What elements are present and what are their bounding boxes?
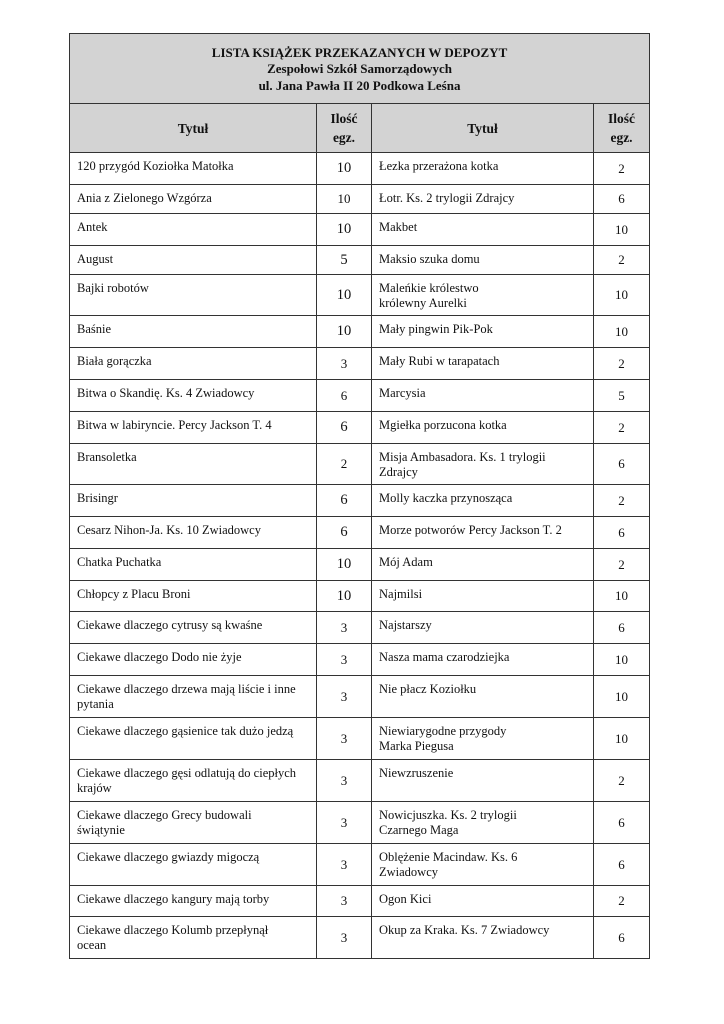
count-header-line-2: egz. [332, 130, 356, 145]
column-header-count-right [594, 104, 650, 153]
book-count-right: 6 [594, 844, 650, 886]
book-title-right: Łotr. Ks. 2 trylogii Zdrajcy [372, 185, 594, 214]
book-title-right: Makbet [372, 214, 594, 246]
book-title-left: Antek [70, 214, 317, 246]
book-count-right: 10 [594, 316, 650, 348]
table-row [70, 549, 650, 581]
book-count-left: 10 [317, 153, 372, 185]
book-count-right: 6 [594, 917, 650, 959]
table-row [70, 676, 650, 718]
table-row [70, 718, 650, 760]
book-count-left: 3 [317, 644, 372, 676]
book-count-right: 10 [594, 644, 650, 676]
book-title-left: Bajki robotów [70, 275, 317, 316]
book-title-left: Ciekawe dlaczego gęsi odlatują do ciepłych krajów [70, 760, 317, 802]
book-count-right: 2 [594, 485, 650, 517]
table-row [70, 886, 650, 917]
book-title-left: Bransoletka [70, 444, 317, 485]
book-title-left: Brisingr [70, 485, 317, 517]
table-row [70, 485, 650, 517]
book-count-left: 10 [317, 214, 372, 246]
book-count-left: 3 [317, 348, 372, 380]
book-count-right: 10 [594, 275, 650, 316]
book-count-left: 3 [317, 844, 372, 886]
book-count-right: 2 [594, 412, 650, 444]
column-header-title-left: Tytuł [70, 104, 317, 153]
title-line-1: LISTA KSIĄŻEK PRZEKAZANYCH W DEPOZYT [211, 44, 508, 60]
book-count-right: 6 [594, 517, 650, 549]
book-count-left: 6 [317, 412, 372, 444]
book-title-right: Marcysia [372, 380, 594, 412]
book-count-right: 5 [594, 380, 650, 412]
book-count-right: 6 [594, 185, 650, 214]
book-title-left: Chatka Puchatka [70, 549, 317, 581]
book-title-right: Łezka przerażona kotka [372, 153, 594, 185]
book-title-right: Niewiarygodne przygody Marka Piegusa [372, 718, 594, 760]
book-title-left: Cesarz Nihon-Ja. Ks. 10 Zwiadowcy [70, 517, 317, 549]
book-title-left: Biała gorączka [70, 348, 317, 380]
count-header-line-2: egz. [610, 130, 633, 145]
table-row [70, 517, 650, 549]
title-line-2: Zespołowi Szkół Samorządowych [267, 61, 452, 77]
book-count-left: 6 [317, 485, 372, 517]
book-title-left: Ciekawe dlaczego gąsienice tak dużo jedzą [70, 718, 317, 760]
document-title [70, 34, 650, 104]
book-title-left: Chłopcy z Placu Broni [70, 581, 317, 612]
book-title-left: August [70, 246, 317, 275]
book-title-right: Molly kaczka przynosząca [372, 485, 594, 517]
book-title-right: Okup za Kraka. Ks. 7 Zwiadowcy [372, 917, 594, 959]
book-count-left: 5 [317, 246, 372, 275]
book-count-left: 10 [317, 185, 372, 214]
table-row [70, 760, 650, 802]
book-count-left: 10 [317, 275, 372, 316]
book-title-right: Najstarszy [372, 612, 594, 644]
table-row [70, 844, 650, 886]
book-title-left: Ciekawe dlaczego Dodo nie żyje [70, 644, 317, 676]
table-row [70, 153, 650, 185]
table-row [70, 802, 650, 844]
table-row [70, 581, 650, 612]
book-count-left: 6 [317, 517, 372, 549]
book-count-right: 10 [594, 581, 650, 612]
book-count-left: 6 [317, 380, 372, 412]
book-count-right: 2 [594, 153, 650, 185]
book-title-right: Niewzruszenie [372, 760, 594, 802]
book-title-right: Nie płacz Koziołku [372, 676, 594, 718]
table-row [70, 185, 650, 214]
count-header-line-1: Ilość [608, 111, 636, 126]
book-count-right: 2 [594, 348, 650, 380]
book-title-left: Ania z Zielonego Wzgórza [70, 185, 317, 214]
book-title-right: Mój Adam [372, 549, 594, 581]
book-count-left: 2 [317, 444, 372, 485]
book-title-left: Bitwa o Skandię. Ks. 4 Zwiadowcy [70, 380, 317, 412]
book-count-right: 6 [594, 612, 650, 644]
book-title-left: Ciekawe dlaczego kangury mają torby [70, 886, 317, 917]
table-row [70, 412, 650, 444]
table-row [70, 275, 650, 316]
book-title-right: Mgiełka porzucona kotka [372, 412, 594, 444]
column-header-row [70, 104, 650, 153]
column-header-count-left [317, 104, 372, 153]
title-line-3: ul. Jana Pawła II 20 Podkowa Leśna [258, 77, 461, 93]
book-title-right: Oblężenie Macindaw. Ks. 6 Zwiadowcy [372, 844, 594, 886]
book-count-left: 3 [317, 718, 372, 760]
count-header-line-1: Ilość [330, 111, 358, 126]
table-row [70, 612, 650, 644]
book-count-right: 6 [594, 802, 650, 844]
book-count-left: 3 [317, 802, 372, 844]
book-title-left: Ciekawe dlaczego Grecy budowali świątynie [70, 802, 317, 844]
book-title-right: Misja Ambasadora. Ks. 1 trylogii Zdrajcy [372, 444, 594, 485]
book-count-left: 3 [317, 886, 372, 917]
table-row [70, 348, 650, 380]
book-title-right: Mały Rubi w tarapatach [372, 348, 594, 380]
table-row [70, 214, 650, 246]
book-title-right: Ogon Kici [372, 886, 594, 917]
book-title-left: 120 przygód Koziołka Matołka [70, 153, 317, 185]
book-count-right: 2 [594, 886, 650, 917]
book-title-left: Baśnie [70, 316, 317, 348]
book-count-left: 3 [317, 612, 372, 644]
book-title-right: Nowicjuszka. Ks. 2 trylogii Czarnego Maga [372, 802, 594, 844]
book-count-right: 10 [594, 718, 650, 760]
book-title-right: Nasza mama czarodziejka [372, 644, 594, 676]
table-row [70, 316, 650, 348]
book-count-right: 2 [594, 549, 650, 581]
book-count-right: 2 [594, 246, 650, 275]
book-title-right: Maleńkie królestwo królewny Aurelki [372, 275, 594, 316]
book-title-right: Mały pingwin Pik-Pok [372, 316, 594, 348]
book-title-left: Ciekawe dlaczego Kolumb przepłynął ocean [70, 917, 317, 959]
book-count-left: 10 [317, 581, 372, 612]
book-count-right: 6 [594, 444, 650, 485]
table-row [70, 380, 650, 412]
book-count-right: 10 [594, 214, 650, 246]
table-row [70, 444, 650, 485]
table-row [70, 917, 650, 959]
book-count-left: 3 [317, 760, 372, 802]
column-header-title-right: Tytuł [372, 104, 594, 153]
book-count-left: 10 [317, 316, 372, 348]
book-count-right: 2 [594, 760, 650, 802]
book-count-left: 10 [317, 549, 372, 581]
table-row [70, 246, 650, 275]
book-count-right: 10 [594, 676, 650, 718]
book-title-left: Ciekawe dlaczego gwiazdy migoczą [70, 844, 317, 886]
book-title-right: Najmilsi [372, 581, 594, 612]
books-table [69, 33, 650, 959]
document-page [69, 33, 649, 959]
book-count-left: 3 [317, 917, 372, 959]
book-title-right: Morze potworów Percy Jackson T. 2 [372, 517, 594, 549]
table-row [70, 644, 650, 676]
book-count-left: 3 [317, 676, 372, 718]
book-title-left: Bitwa w labiryncie. Percy Jackson T. 4 [70, 412, 317, 444]
book-title-left: Ciekawe dlaczego drzewa mają liście i inne pytania [70, 676, 317, 718]
table-body [70, 153, 650, 959]
book-title-left: Ciekawe dlaczego cytrusy są kwaśne [70, 612, 317, 644]
book-title-right: Maksio szuka domu [372, 246, 594, 275]
